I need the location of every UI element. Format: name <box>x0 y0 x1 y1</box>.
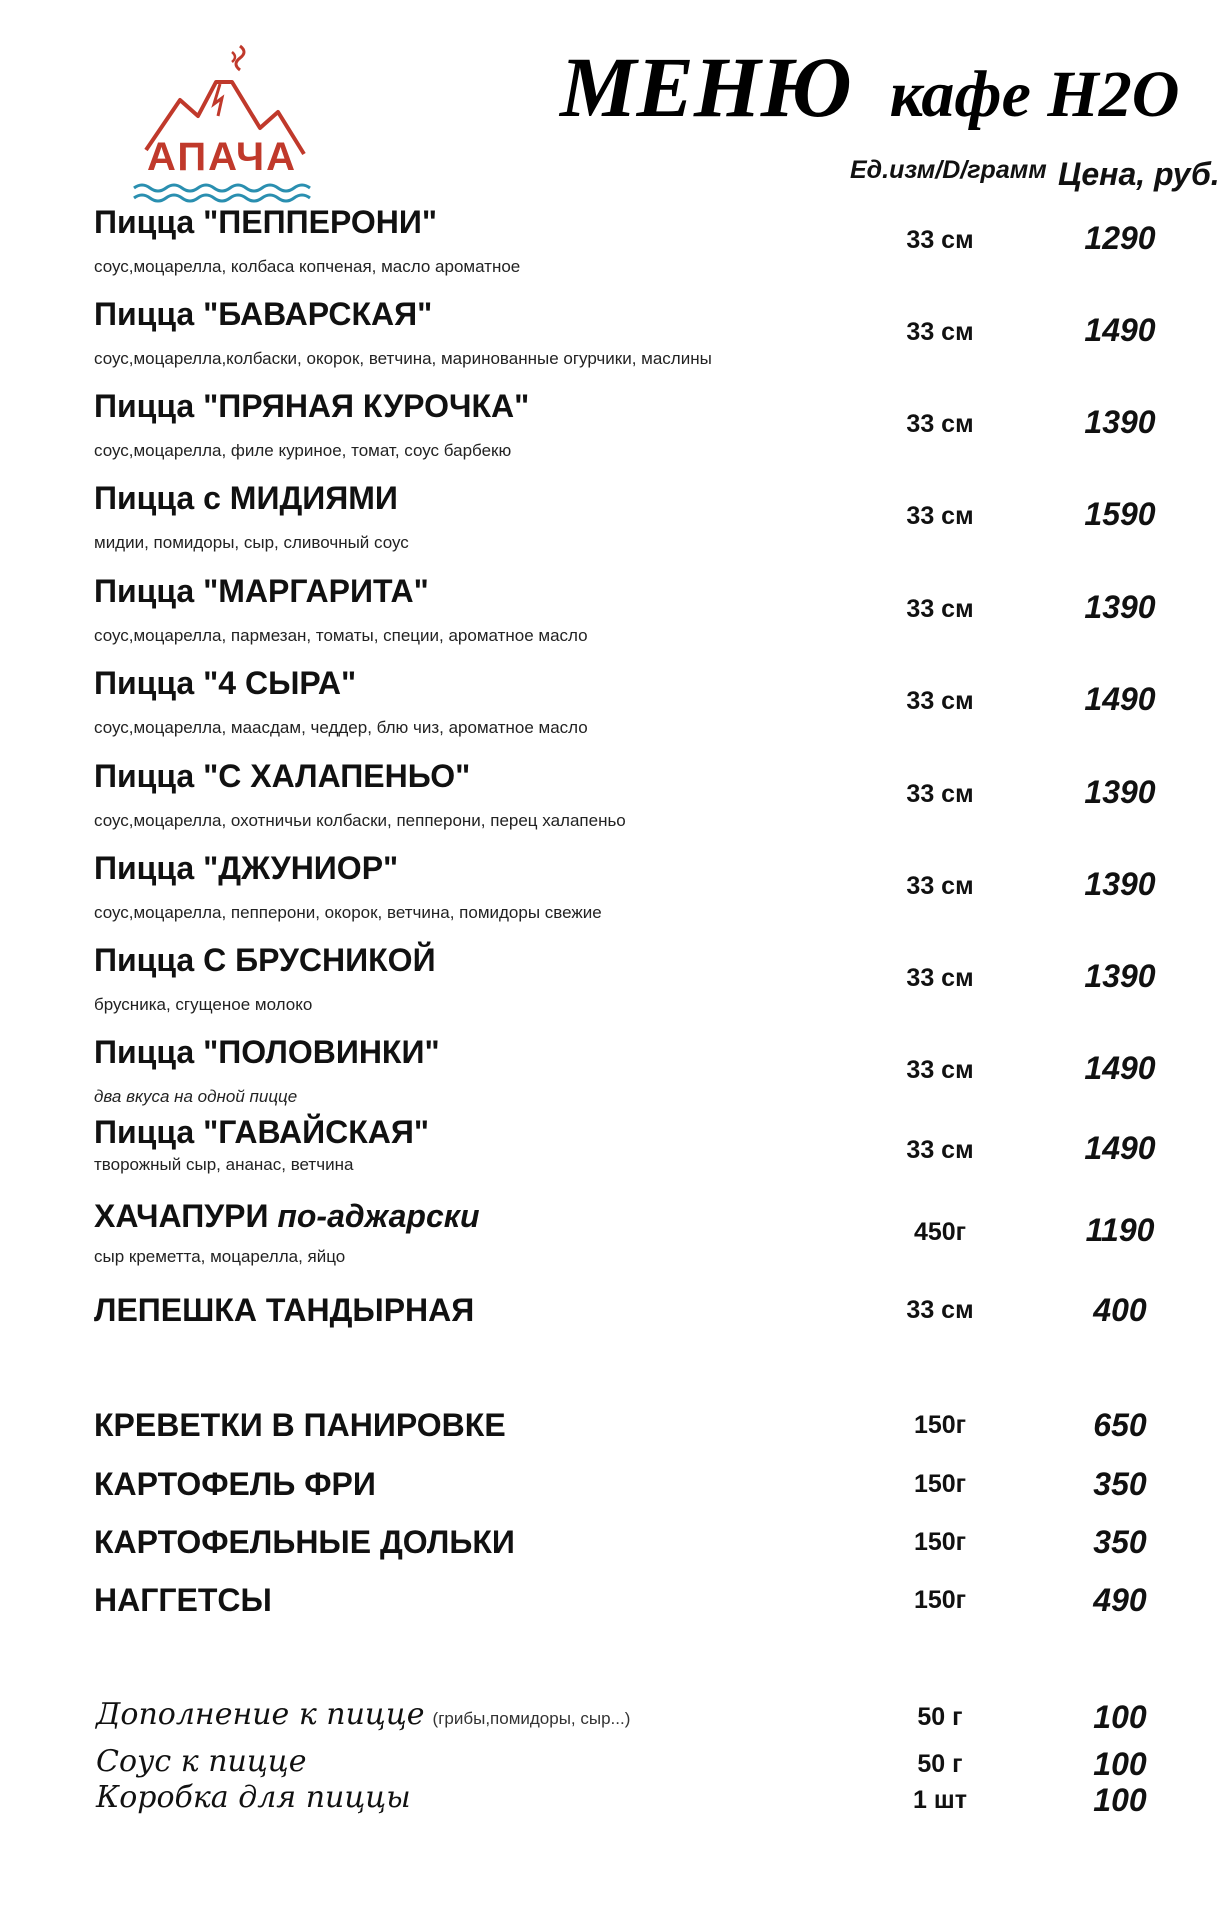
snack-unit: 150г <box>913 1411 967 1439</box>
extra-note: (грибы,помидоры, сыр...) <box>432 1709 631 1728</box>
cafe-name: кафе H2O <box>889 58 1180 131</box>
item-name: Пицца "БАВАРСКАЯ" <box>94 296 433 332</box>
item-name: ЛЕПЕШКА ТАНДЫРНАЯ <box>94 1292 475 1328</box>
item-unit: 33 см <box>906 1136 974 1164</box>
extra-unit: 50 г <box>917 1750 963 1778</box>
item-description: соус,моцарелла, маасдам, чеддер, блю чиз, ароматное масло <box>94 718 588 737</box>
extra-name: Дополнение к пицце (грибы,помидоры, сыр...) <box>96 1697 631 1732</box>
snack-unit: 150г <box>913 1528 967 1556</box>
item-unit: 33 см <box>906 502 974 530</box>
item-description: соус,моцарелла, колбаса копченая, масло ароматное <box>94 257 521 276</box>
item-unit: 33 см <box>906 226 974 254</box>
item-name: Пицца с МИДИЯМИ <box>94 480 398 516</box>
item-description: соус,моцарелла,колбаски, окорок, ветчина, маринованные огурчики, маслины <box>94 349 712 368</box>
item-description: брусника, сгущеное молоко <box>94 995 313 1014</box>
item-price: 1390 <box>1084 866 1156 902</box>
item-unit: 33 см <box>906 1056 974 1084</box>
snack-price: 350 <box>1093 1524 1147 1560</box>
item-unit: 33 см <box>906 410 974 438</box>
item-description: два вкуса на одной пицце <box>94 1087 298 1106</box>
menu-title: МЕНЮ <box>560 39 852 135</box>
page-title <box>560 39 1180 135</box>
price-column-header: Цена, руб. <box>1058 156 1220 192</box>
item-price: 1490 <box>1084 312 1156 348</box>
item-price: 1390 <box>1084 774 1156 810</box>
item-price: 1490 <box>1084 1130 1156 1166</box>
item-name: ХАЧАПУРИ по-аджарски <box>94 1198 480 1234</box>
extra-unit: 1 шт <box>913 1786 967 1814</box>
item-description: мидии, помидоры, сыр, сливочный соус <box>94 533 409 552</box>
item-description: сыр креметта, моцарелла, яйцо <box>94 1247 346 1266</box>
extra-price: 100 <box>1093 1782 1147 1818</box>
item-price: 1390 <box>1084 404 1156 440</box>
item-price: 400 <box>1093 1292 1147 1328</box>
item-name: Пицца "4 СЫРА" <box>94 665 357 701</box>
item-name: Пицца "ГАВАЙСКАЯ" <box>94 1114 430 1150</box>
item-unit: 33 см <box>906 1296 974 1324</box>
item-name: Пицца "ПОЛОВИНКИ" <box>94 1034 440 1070</box>
extra-name: Соус к пицце <box>96 1744 307 1779</box>
item-price: 1390 <box>1084 589 1156 625</box>
item-unit: 33 см <box>906 780 974 808</box>
item-name: Пицца "С ХАЛАПЕНЬО" <box>94 758 471 794</box>
item-unit: 33 см <box>906 687 974 715</box>
item-name: Пицца "ПЕППЕРОНИ" <box>94 204 438 240</box>
item-price: 1390 <box>1084 958 1156 994</box>
item-unit: 33 см <box>906 964 974 992</box>
item-description: соус,моцарелла, пармезан, томаты, специи, ароматное масло <box>94 626 588 645</box>
item-name: Пицца С БРУСНИКОЙ <box>94 942 436 978</box>
item-name: Пицца "ПРЯНАЯ КУРОЧКА" <box>94 388 530 424</box>
extra-unit: 50 г <box>917 1703 963 1731</box>
extra-price: 100 <box>1093 1699 1147 1735</box>
item-price: 1490 <box>1084 681 1156 717</box>
snack-name: КАРТОФЕЛЬ ФРИ <box>94 1466 376 1502</box>
extra-name: Коробка для пиццы <box>96 1780 411 1815</box>
item-unit: 33 см <box>906 872 974 900</box>
snack-name: НАГГЕТСЫ <box>94 1582 272 1618</box>
extra-price: 100 <box>1093 1746 1147 1782</box>
volcano-logo-icon <box>128 42 318 204</box>
snack-unit: 150г <box>913 1586 967 1614</box>
item-price: 1190 <box>1085 1212 1155 1248</box>
item-name: Пицца "ДЖУНИОР" <box>94 850 399 886</box>
snack-name: КАРТОФЕЛЬНЫЕ ДОЛЬКИ <box>94 1524 515 1560</box>
item-unit: 33 см <box>906 318 974 346</box>
item-name: Пицца "МАРГАРИТА" <box>94 573 429 609</box>
item-price: 1590 <box>1084 496 1156 532</box>
item-description: творожный сыр, ананас, ветчина <box>94 1155 354 1174</box>
item-price: 1290 <box>1084 220 1156 256</box>
item-price: 1490 <box>1084 1050 1156 1086</box>
apacha-logo <box>128 42 318 204</box>
logo-text: АПАЧА <box>147 135 297 179</box>
snack-price: 350 <box>1093 1466 1147 1502</box>
item-description: соус,моцарелла, пепперони, окорок, ветчина, помидоры свежие <box>94 903 602 922</box>
item-description: соус,моцарелла, охотничьи колбаски, пепперони, перец халапеньо <box>94 811 626 830</box>
item-description: соус,моцарелла, филе куриное, томат, соус барбекю <box>94 441 512 460</box>
snack-unit: 150г <box>913 1470 967 1498</box>
item-unit: 33 см <box>906 595 974 623</box>
snack-name: КРЕВЕТКИ В ПАНИРОВКЕ <box>94 1407 506 1443</box>
item-unit: 450г <box>913 1218 967 1246</box>
unit-column-header: Ед.изм/D/грамм <box>850 156 1047 184</box>
snack-price: 650 <box>1093 1407 1147 1443</box>
snack-price: 490 <box>1093 1582 1147 1618</box>
